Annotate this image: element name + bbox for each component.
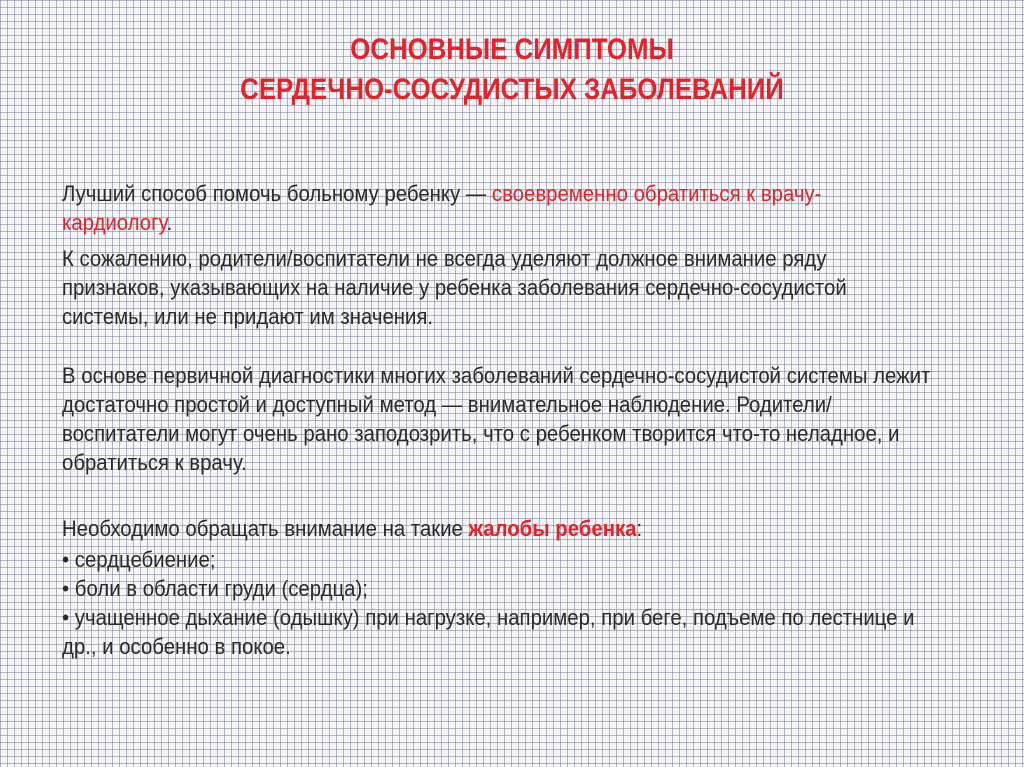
title-line-1: ОСНОВНЫЕ СИМПТОМЫ <box>350 33 674 66</box>
list-item: • учащенное дыхание (одышку) при нагрузке, например, при беге, подъеме по лестнице и др., и особенно в покое. <box>62 605 915 659</box>
list-item: • сердцебиение; <box>62 547 216 572</box>
paragraph-regret: К сожалению, родители/воспитатели не всегда уделяют должное внимание ряду признаков, указывающих на наличие у ребенка заболевания сердечно-сосудистой системы, или не придают им значения. <box>62 246 847 329</box>
symptom-list <box>62 545 931 661</box>
slide-title <box>72 30 953 110</box>
list-item: • боли в области груди (сердца); <box>62 576 368 601</box>
slide-body <box>62 179 931 661</box>
paragraph-complaints-text: Необходимо обращать внимание на такие <box>62 516 469 541</box>
title-line-2: СЕРДЕЧНО-СОСУДИСТЫХ ЗАБОЛЕВАНИЙ <box>240 73 784 106</box>
paragraph-complaints-end: : <box>636 516 643 541</box>
paragraph-intro-end: . <box>166 210 173 235</box>
paragraph-complaints-highlight: жалобы ребенка <box>468 516 637 541</box>
paragraph-diagnostics: В основе первичной диагностики многих заболеваний сердечно-сосудистой системы лежит достаточно простой и доступный метод — внимательное наблюдение. Родители/воспитатели могут очень рано заподозрить, что с ребенком творится что-то неладное, и обратиться к врачу. <box>62 363 931 475</box>
paragraph-complaints <box>62 514 931 543</box>
paragraph-intro-text: Лучший способ помочь больному ребенку — <box>62 181 492 206</box>
paragraph-intro <box>62 179 931 237</box>
paragraph-intro-highlight: своевременно обратиться к врачу-кардиологу <box>62 181 822 235</box>
